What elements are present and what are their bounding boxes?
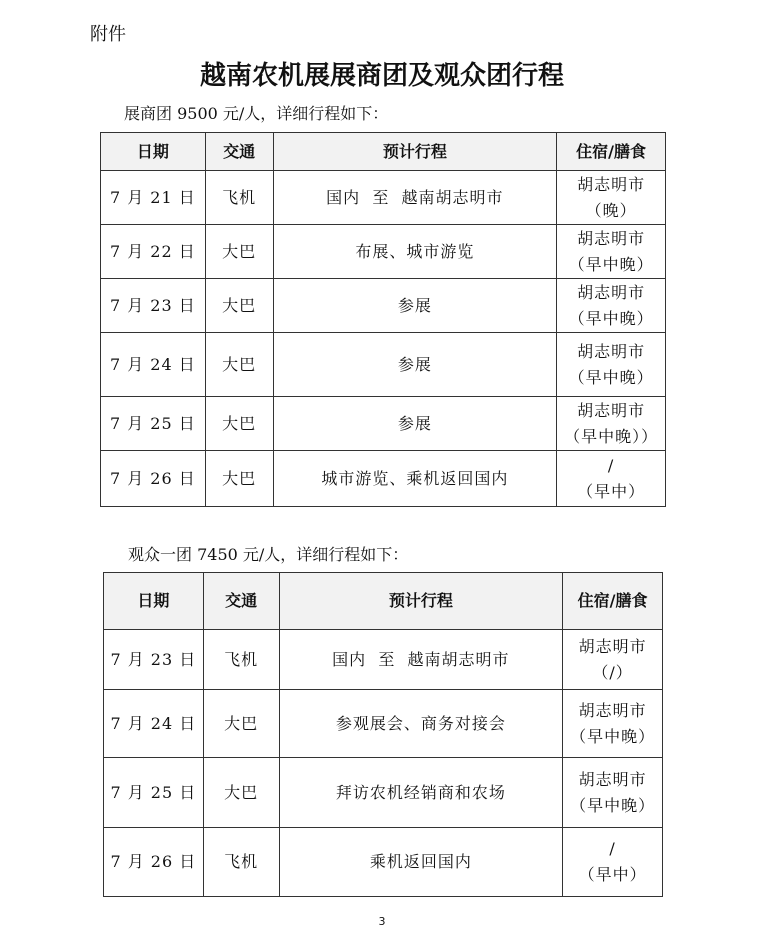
lodging-city-text: 胡志明市: [577, 174, 646, 194]
transport-cell: [205, 333, 273, 397]
lodging-city-text: 胡志明市: [578, 700, 647, 720]
header-itinerary: 预计行程: [273, 133, 557, 171]
date-text: 7 月 25 日: [109, 413, 196, 433]
date-cell: [101, 171, 206, 225]
itinerary-cell: [273, 451, 557, 507]
date-text: 7 月 23 日: [109, 295, 196, 315]
transport-text: 大巴: [222, 468, 257, 488]
date-text: 7 月 24 日: [109, 354, 196, 374]
date-cell: [104, 690, 204, 758]
transport-text: 大巴: [222, 413, 257, 433]
table-header: [104, 573, 663, 630]
lodging-city-text: 胡志明市: [577, 341, 646, 361]
lodging-meals-text: （早中）: [577, 481, 646, 501]
transport-cell: [205, 451, 273, 507]
exhibitor-group-intro: 展商团 9500 元/人，详细行程如下：: [124, 104, 389, 123]
transport-text: 大巴: [224, 713, 259, 733]
transport-text: 大巴: [222, 295, 257, 315]
header-date: 日期: [101, 133, 206, 171]
date-text: 7 月 21 日: [109, 187, 196, 207]
table-row: [101, 225, 666, 279]
itinerary-cell: [279, 630, 563, 690]
header-itinerary: 预计行程: [279, 573, 563, 630]
itinerary-text: 乘机返回国内: [369, 852, 472, 871]
visitor-group-intro: 观众一团 7450 元/人，详细行程如下：: [128, 545, 409, 564]
table-row: [101, 451, 666, 507]
exhibitor-rows: [101, 171, 666, 507]
lodging-city-text: 胡志明市: [577, 400, 646, 420]
lodging-cell: [557, 451, 666, 507]
table-row: [104, 828, 663, 897]
date-cell: [101, 225, 206, 279]
table-header: [101, 133, 666, 171]
header-transport: 交通: [203, 573, 279, 630]
transport-cell: [205, 171, 273, 225]
table-row: [101, 333, 666, 397]
page-title: 越南农机展展商团及观众团行程: [199, 61, 564, 91]
header-transport: 交通: [205, 133, 273, 171]
lodging-city-text: /: [609, 839, 616, 858]
itinerary-text: 拜访农机经销商和农场: [335, 782, 506, 802]
transport-cell: [205, 225, 273, 279]
transport-cell: [203, 690, 279, 758]
itinerary-text: 城市游览、乘机返回国内: [321, 468, 509, 488]
transport-cell: [203, 630, 279, 690]
table-row: [101, 279, 666, 333]
date-text: 7 月 22 日: [109, 241, 196, 261]
itinerary-text: 国内 至 越南胡志明市: [326, 187, 504, 207]
date-cell: [104, 758, 204, 828]
date-text: 7 月 24 日: [110, 713, 197, 733]
transport-cell: [205, 279, 273, 333]
table-row: [101, 171, 666, 225]
lodging-cell: [563, 690, 663, 758]
exhibitor-itinerary-table: [100, 132, 666, 507]
transport-text: 大巴: [224, 782, 259, 802]
lodging-city-text: 胡志明市: [578, 636, 647, 656]
table-row: [104, 690, 663, 758]
transport-cell: [203, 828, 279, 897]
lodging-cell: [557, 171, 666, 225]
itinerary-cell: [273, 333, 557, 397]
date-cell: [101, 397, 206, 451]
lodging-city-text: 胡志明市: [578, 769, 647, 789]
date-cell: [101, 451, 206, 507]
transport-text: 大巴: [222, 241, 257, 261]
itinerary-cell: [273, 171, 557, 225]
table-row: [104, 758, 663, 828]
lodging-cell: [557, 397, 666, 451]
date-text: 7 月 26 日: [110, 852, 197, 871]
lodging-cell: [563, 828, 663, 897]
table-row: [104, 630, 663, 690]
date-cell: [104, 630, 204, 690]
transport-text: 飞机: [224, 852, 259, 871]
lodging-cell: [557, 333, 666, 397]
lodging-meals-text: （早中晚）: [568, 254, 654, 274]
lodging-cell: [557, 225, 666, 279]
lodging-meals-text: （早中晚））: [564, 426, 659, 446]
itinerary-cell: [273, 397, 557, 451]
lodging-cell: [563, 758, 663, 828]
itinerary-cell: [273, 225, 557, 279]
itinerary-cell: [279, 758, 563, 828]
itinerary-cell: [279, 690, 563, 758]
page-number: 3: [378, 915, 386, 928]
itinerary-cell: [273, 279, 557, 333]
itinerary-text: 参展: [397, 354, 432, 374]
lodging-meals-text: （早中晚）: [570, 795, 656, 815]
lodging-cell: [557, 279, 666, 333]
date-cell: [101, 333, 206, 397]
lodging-meals-text: （早中晚）: [568, 367, 654, 387]
header-lodging: 住宿/膳食: [563, 573, 663, 630]
table-row: [101, 397, 666, 451]
transport-text: 大巴: [222, 354, 257, 374]
lodging-city-text: 胡志明市: [577, 282, 646, 302]
lodging-meals-text: （早中晚）: [570, 726, 656, 746]
date-cell: [104, 828, 204, 897]
lodging-city-text: /: [607, 455, 615, 475]
lodging-cell: [563, 630, 663, 690]
date-cell: [101, 279, 206, 333]
itinerary-cell: [279, 828, 563, 897]
itinerary-text: 参展: [397, 295, 432, 315]
visitor-itinerary-table: [103, 572, 663, 897]
itinerary-text: 国内 至 越南胡志明市: [332, 649, 510, 669]
lodging-meals-text: （/）: [592, 662, 633, 682]
attachment-label: 附件: [90, 24, 126, 45]
transport-text: 飞机: [222, 187, 257, 207]
header-date: 日期: [104, 573, 204, 630]
visitor-rows: [104, 630, 663, 897]
transport-cell: [205, 397, 273, 451]
date-text: 7 月 25 日: [110, 782, 197, 802]
itinerary-text: 布展、城市游览: [355, 241, 475, 261]
lodging-meals-text: （早中）: [578, 865, 647, 884]
itinerary-text: 参展: [397, 413, 432, 433]
lodging-city-text: 胡志明市: [577, 228, 646, 248]
date-text: 7 月 26 日: [109, 468, 196, 488]
itinerary-text: 参观展会、商务对接会: [335, 713, 506, 733]
header-lodging: 住宿/膳食: [557, 133, 666, 171]
transport-text: 飞机: [224, 649, 259, 669]
date-text: 7 月 23 日: [110, 649, 197, 669]
lodging-meals-text: （晚）: [585, 200, 637, 220]
lodging-meals-text: （早中晚）: [568, 308, 654, 328]
transport-cell: [203, 758, 279, 828]
